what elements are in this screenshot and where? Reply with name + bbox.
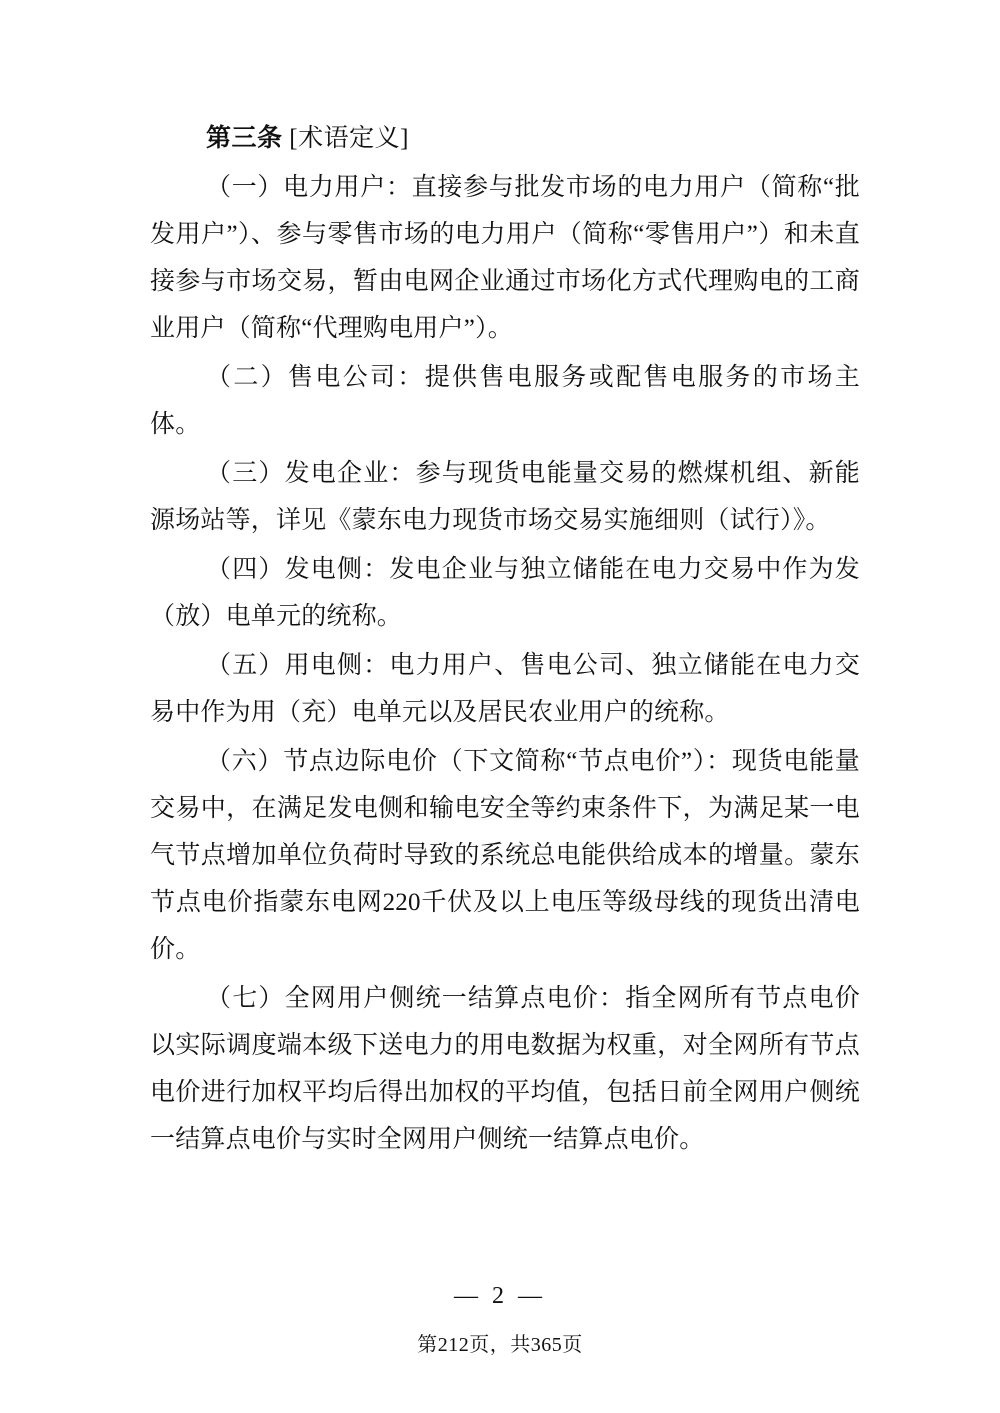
article-heading [150,120,860,158]
page-number-marker: — 2 — [454,1283,546,1309]
paragraph-7: （七）全网用户侧统一结算点电价：指全网所有节点电价以实际调度端本级下送电力的用电数据为权重，对全网所有节点电价进行加权平均后得出加权的平均值，包括日前全网用户侧统一结算点电价与实时全网用户侧统一结算点电价。 [150,984,860,1153]
paragraph-4: （四）发电侧：发电企业与独立储能在电力交易中作为发（放）电单元的统称。 [150,555,860,630]
page-count-label: 第212页，共365页 [417,1334,583,1356]
page-footer [0,1283,1000,1357]
paragraph-1: （一）电力用户：直接参与批发市场的电力用户（简称“批发用户”）、参与零售市场的电力用户（简称“零售用户”）和未直接参与市场交易，暂由电网企业通过市场化方式代理购电的工商业用户（简称“代理购电用户”）。 [150,173,860,342]
paragraph-5: （五）用电侧：电力用户、售电公司、独立储能在电力交易中作为用（充）电单元以及居民农业用户的统称。 [150,651,860,726]
paragraph-2: （二）售电公司：提供售电服务或配售电服务的市场主体。 [150,363,860,438]
paragraph-6: （六）节点边际电价（下文简称“节点电价”）：现货电能量交易中，在满足发电侧和输电安全等约束条件下，为满足某一电气节点增加单位负荷时导致的系统总电能供给成本的增量。蒙东节点电价指蒙东电网220千伏及以上电压等级母线的现货出清电价。 [150,747,860,963]
paragraph-3: （三）发电企业：参与现货电能量交易的燃煤机组、新能源场站等，详见《蒙东电力现货市场交易实施细则（试行）》。 [150,459,860,534]
article-title: [术语定义] [289,125,409,152]
article-number: 第三条 [206,125,283,152]
